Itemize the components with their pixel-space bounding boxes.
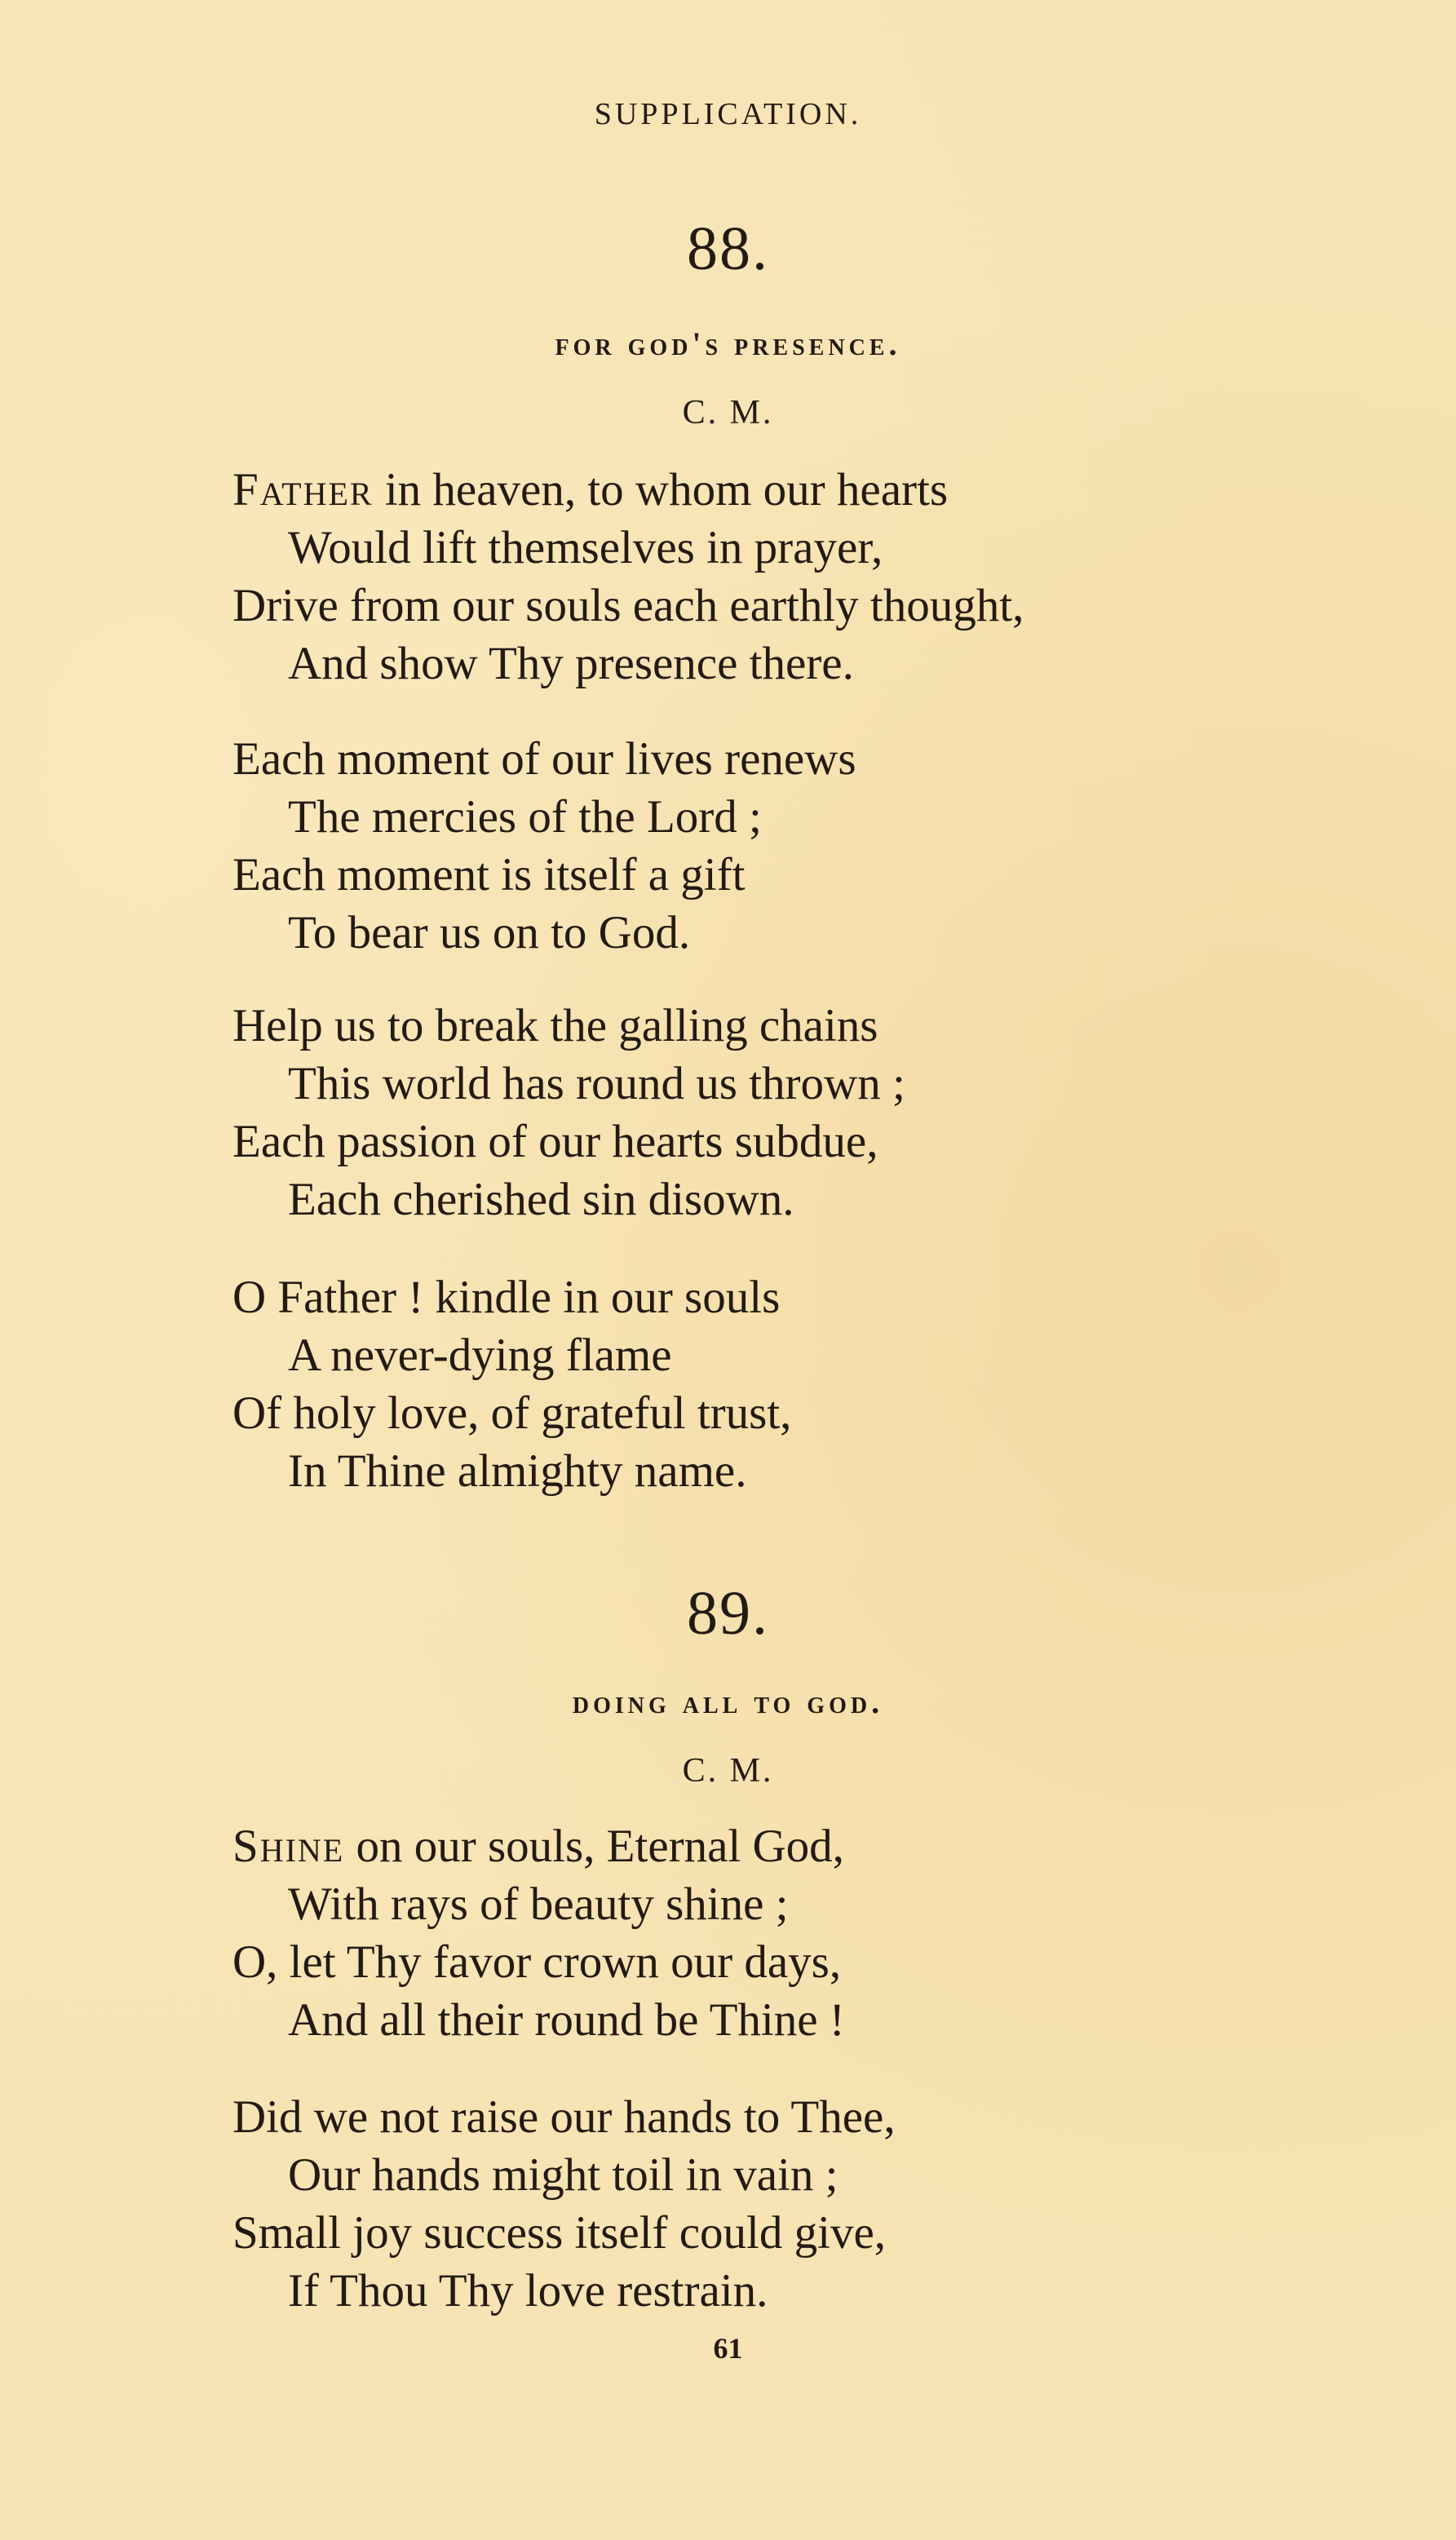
stanza [232,2088,1293,2320]
verse-line: Small joy success itself could give, [232,2207,887,2259]
hymn-meter: C. M. [682,1752,774,1790]
running-header: SUPPLICATION. [594,97,862,131]
verse-line: Help us to break the galling chains [232,1000,878,1051]
stanza [232,997,1293,1228]
verse-first-word: Shine [232,1821,345,1872]
verse-first-word: Father [232,464,374,516]
verse-line: Each moment of our lives renews [232,733,856,785]
verse-line: Our hands might toil in vain ; [288,2149,839,2201]
verse-line: If Thou Thy love restrain. [288,2265,768,2317]
verse-line: A never-dying flame [288,1330,672,1381]
verse-line [232,461,1293,519]
verse-line: Did we not raise our hands to Thee, [232,2091,896,2143]
verse-line [232,1817,1293,1875]
verse-line: Each moment is itself a gift [232,849,746,901]
stanza [232,1817,1293,2049]
verse-line: Each cherished sin disown. [288,1174,794,1225]
stanza [232,1268,1293,1500]
verse-line: To bear us on to God. [288,907,691,958]
verse-line: And all their round be Thine ! [288,1994,845,2046]
verse-line: O Father ! kindle in our souls [232,1272,781,1323]
hymn-title: for god's presence. [555,325,901,362]
verse-line: Drive from our souls each earthly thought, [232,580,1025,631]
verse-line: The mercies of the Lord ; [288,791,762,843]
verse-line-text: on our souls, Eternal God, [344,1821,844,1872]
verse-line: Of holy love, of grateful trust, [232,1387,792,1439]
verse-line: With rays of beauty shine ; [288,1878,789,1930]
verse-line: Would lift themselves in prayer, [288,522,883,573]
verse-line: Each passion of our hearts subdue, [232,1116,878,1167]
page-number: 61 [713,2332,743,2365]
stanza [232,730,1293,962]
hymn-number: 89. [687,1579,769,1648]
verse-line: And show Thy presence there. [288,638,854,689]
hymn-meter: C. M. [682,394,774,431]
verse-line-text: in heaven, to whom our hearts [373,464,948,516]
verse-line: O, let Thy favor crown our days, [232,1936,842,1988]
verse-line: In Thine almighty name. [288,1445,747,1497]
hymn-number: 88. [687,215,769,283]
stanza [232,461,1293,693]
verse-line: This world has round us thrown ; [288,1058,905,1109]
hymn-title: doing all to god. [572,1684,884,1720]
